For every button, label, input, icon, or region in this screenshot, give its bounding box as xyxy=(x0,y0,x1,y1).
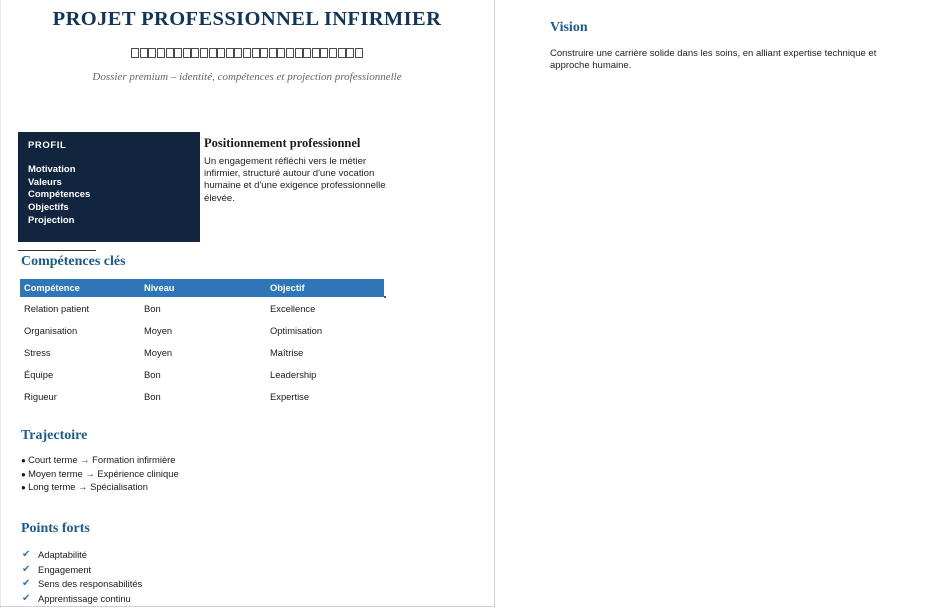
table-column-header-objectif: Objectif xyxy=(266,279,384,297)
page-column-divider xyxy=(494,0,495,608)
right-column xyxy=(550,20,906,73)
positioning-body: Un engagement réfléchi vers le métier infirmier, structuré autour d'une vocation humaine et d'une exigence professionnelle élevée. xyxy=(204,156,386,204)
table-row xyxy=(20,319,384,341)
profile-list-item: Objectifs xyxy=(28,202,69,214)
document-subtitle: Dossier premium – identité, compétences et projection professionnelle xyxy=(92,70,402,83)
table-cell: Moyen xyxy=(144,325,173,336)
missing-glyph-box xyxy=(320,48,328,58)
missing-glyph-box xyxy=(234,48,242,58)
profile-panel xyxy=(18,132,200,251)
trajectory-item xyxy=(21,468,381,482)
missing-glyph-box xyxy=(140,48,148,58)
skills-table xyxy=(20,279,384,407)
table-cell: Maîtrise xyxy=(270,347,304,358)
missing-glyph-box xyxy=(183,48,191,58)
missing-glyph-box xyxy=(157,48,165,58)
missing-glyph-box xyxy=(217,48,225,58)
bullet-icon: ● xyxy=(21,456,29,465)
table-cell: Stress xyxy=(24,347,51,358)
table-cell: Équipe xyxy=(24,369,54,380)
trajectory-item-label: Long terme → Spécialisation xyxy=(28,481,148,493)
table-cell: Expertise xyxy=(270,391,310,402)
missing-glyph-box xyxy=(338,48,346,58)
trajectory-item xyxy=(21,481,381,495)
missing-glyph-box xyxy=(166,48,174,58)
trajectory-list xyxy=(21,454,381,495)
missing-glyph-box xyxy=(329,48,337,58)
missing-glyph-box xyxy=(148,48,156,58)
missing-glyph-box xyxy=(226,48,234,58)
table-cell: Excellence xyxy=(270,303,316,314)
trajectory-item xyxy=(21,454,381,468)
list-item xyxy=(22,577,382,592)
missing-glyph-box xyxy=(200,48,208,58)
table-cell: Leadership xyxy=(270,369,317,380)
missing-glyph-box xyxy=(131,48,139,58)
list-item-label: Sens des responsabilités xyxy=(38,578,143,590)
table-row xyxy=(20,363,384,385)
table-cell: Bon xyxy=(144,369,161,380)
table-row xyxy=(20,385,384,407)
decorative-glyph-row xyxy=(0,46,494,59)
table-edge-marker xyxy=(384,296,386,298)
table-row xyxy=(20,341,384,363)
positioning-heading: Positionnement professionnel xyxy=(204,136,361,150)
skills-heading: Compétences clés xyxy=(21,254,126,269)
missing-glyph-box xyxy=(312,48,320,58)
positioning-block xyxy=(204,136,390,205)
missing-glyph-box xyxy=(355,48,363,58)
missing-glyph-box xyxy=(243,48,251,58)
table-row xyxy=(20,297,384,319)
trajectory-item-label: Moyen terme → Expérience clinique xyxy=(28,467,179,479)
list-item xyxy=(22,563,382,578)
list-item xyxy=(22,592,382,607)
check-icon: ✔ xyxy=(22,592,31,604)
table-cell: Relation patient xyxy=(24,303,90,314)
profile-item-list xyxy=(28,164,190,228)
table-cell: Bon xyxy=(144,303,161,314)
profile-list-item: Compétences xyxy=(28,189,91,201)
profile-list-item: Projection xyxy=(28,214,75,226)
missing-glyph-box xyxy=(174,48,182,58)
profile-box xyxy=(18,132,200,242)
table-column-header-niveau: Niveau xyxy=(140,279,266,297)
table-cell: Moyen xyxy=(144,347,173,358)
table-cell: Optimisation xyxy=(270,325,323,336)
missing-glyph-box xyxy=(252,48,260,58)
trajectory-heading: Trajectoire xyxy=(21,428,88,443)
vision-heading: Vision xyxy=(550,20,588,35)
missing-glyph-box xyxy=(303,48,311,58)
missing-glyph-box xyxy=(191,48,199,58)
bullet-icon: ● xyxy=(21,483,29,493)
missing-glyph-box xyxy=(209,48,217,58)
check-icon: ✔ xyxy=(22,563,31,575)
table-cell: Organisation xyxy=(24,325,78,336)
missing-glyph-box xyxy=(295,48,303,58)
page-title: PROJET PROFESSIONNEL INFIRMIER xyxy=(52,8,442,30)
list-item-label: Apprentissage continu xyxy=(38,592,131,604)
check-icon: ✔ xyxy=(22,578,31,590)
profile-list-item: Valeurs xyxy=(28,176,62,188)
missing-glyph-box xyxy=(277,48,285,58)
check-icon: ✔ xyxy=(22,549,31,560)
table-cell: Rigueur xyxy=(24,391,57,402)
profile-underline xyxy=(18,250,96,251)
bullet-icon: ● xyxy=(21,469,29,479)
strengths-list xyxy=(22,548,382,606)
strengths-heading: Points forts xyxy=(21,521,90,536)
profile-heading: PROFIL xyxy=(28,140,67,151)
table-cell: Bon xyxy=(144,391,161,402)
trajectory-item-label: Court terme → Formation infirmière xyxy=(28,454,176,465)
table-header-row xyxy=(20,279,384,297)
missing-glyph-box xyxy=(286,48,294,58)
profile-list-item: Motivation xyxy=(28,164,76,175)
list-item-label: Adaptabilité xyxy=(38,549,87,560)
vision-body: Construire une carrière solide dans les soins, en alliant expertise technique et approche humaine. xyxy=(550,48,877,72)
missing-glyph-box xyxy=(260,48,268,58)
list-item xyxy=(22,548,382,563)
list-item-label: Engagement xyxy=(38,563,92,575)
missing-glyph-box xyxy=(346,48,354,58)
missing-glyph-box xyxy=(269,48,277,58)
table-column-header-competence: Compétence xyxy=(20,279,140,297)
